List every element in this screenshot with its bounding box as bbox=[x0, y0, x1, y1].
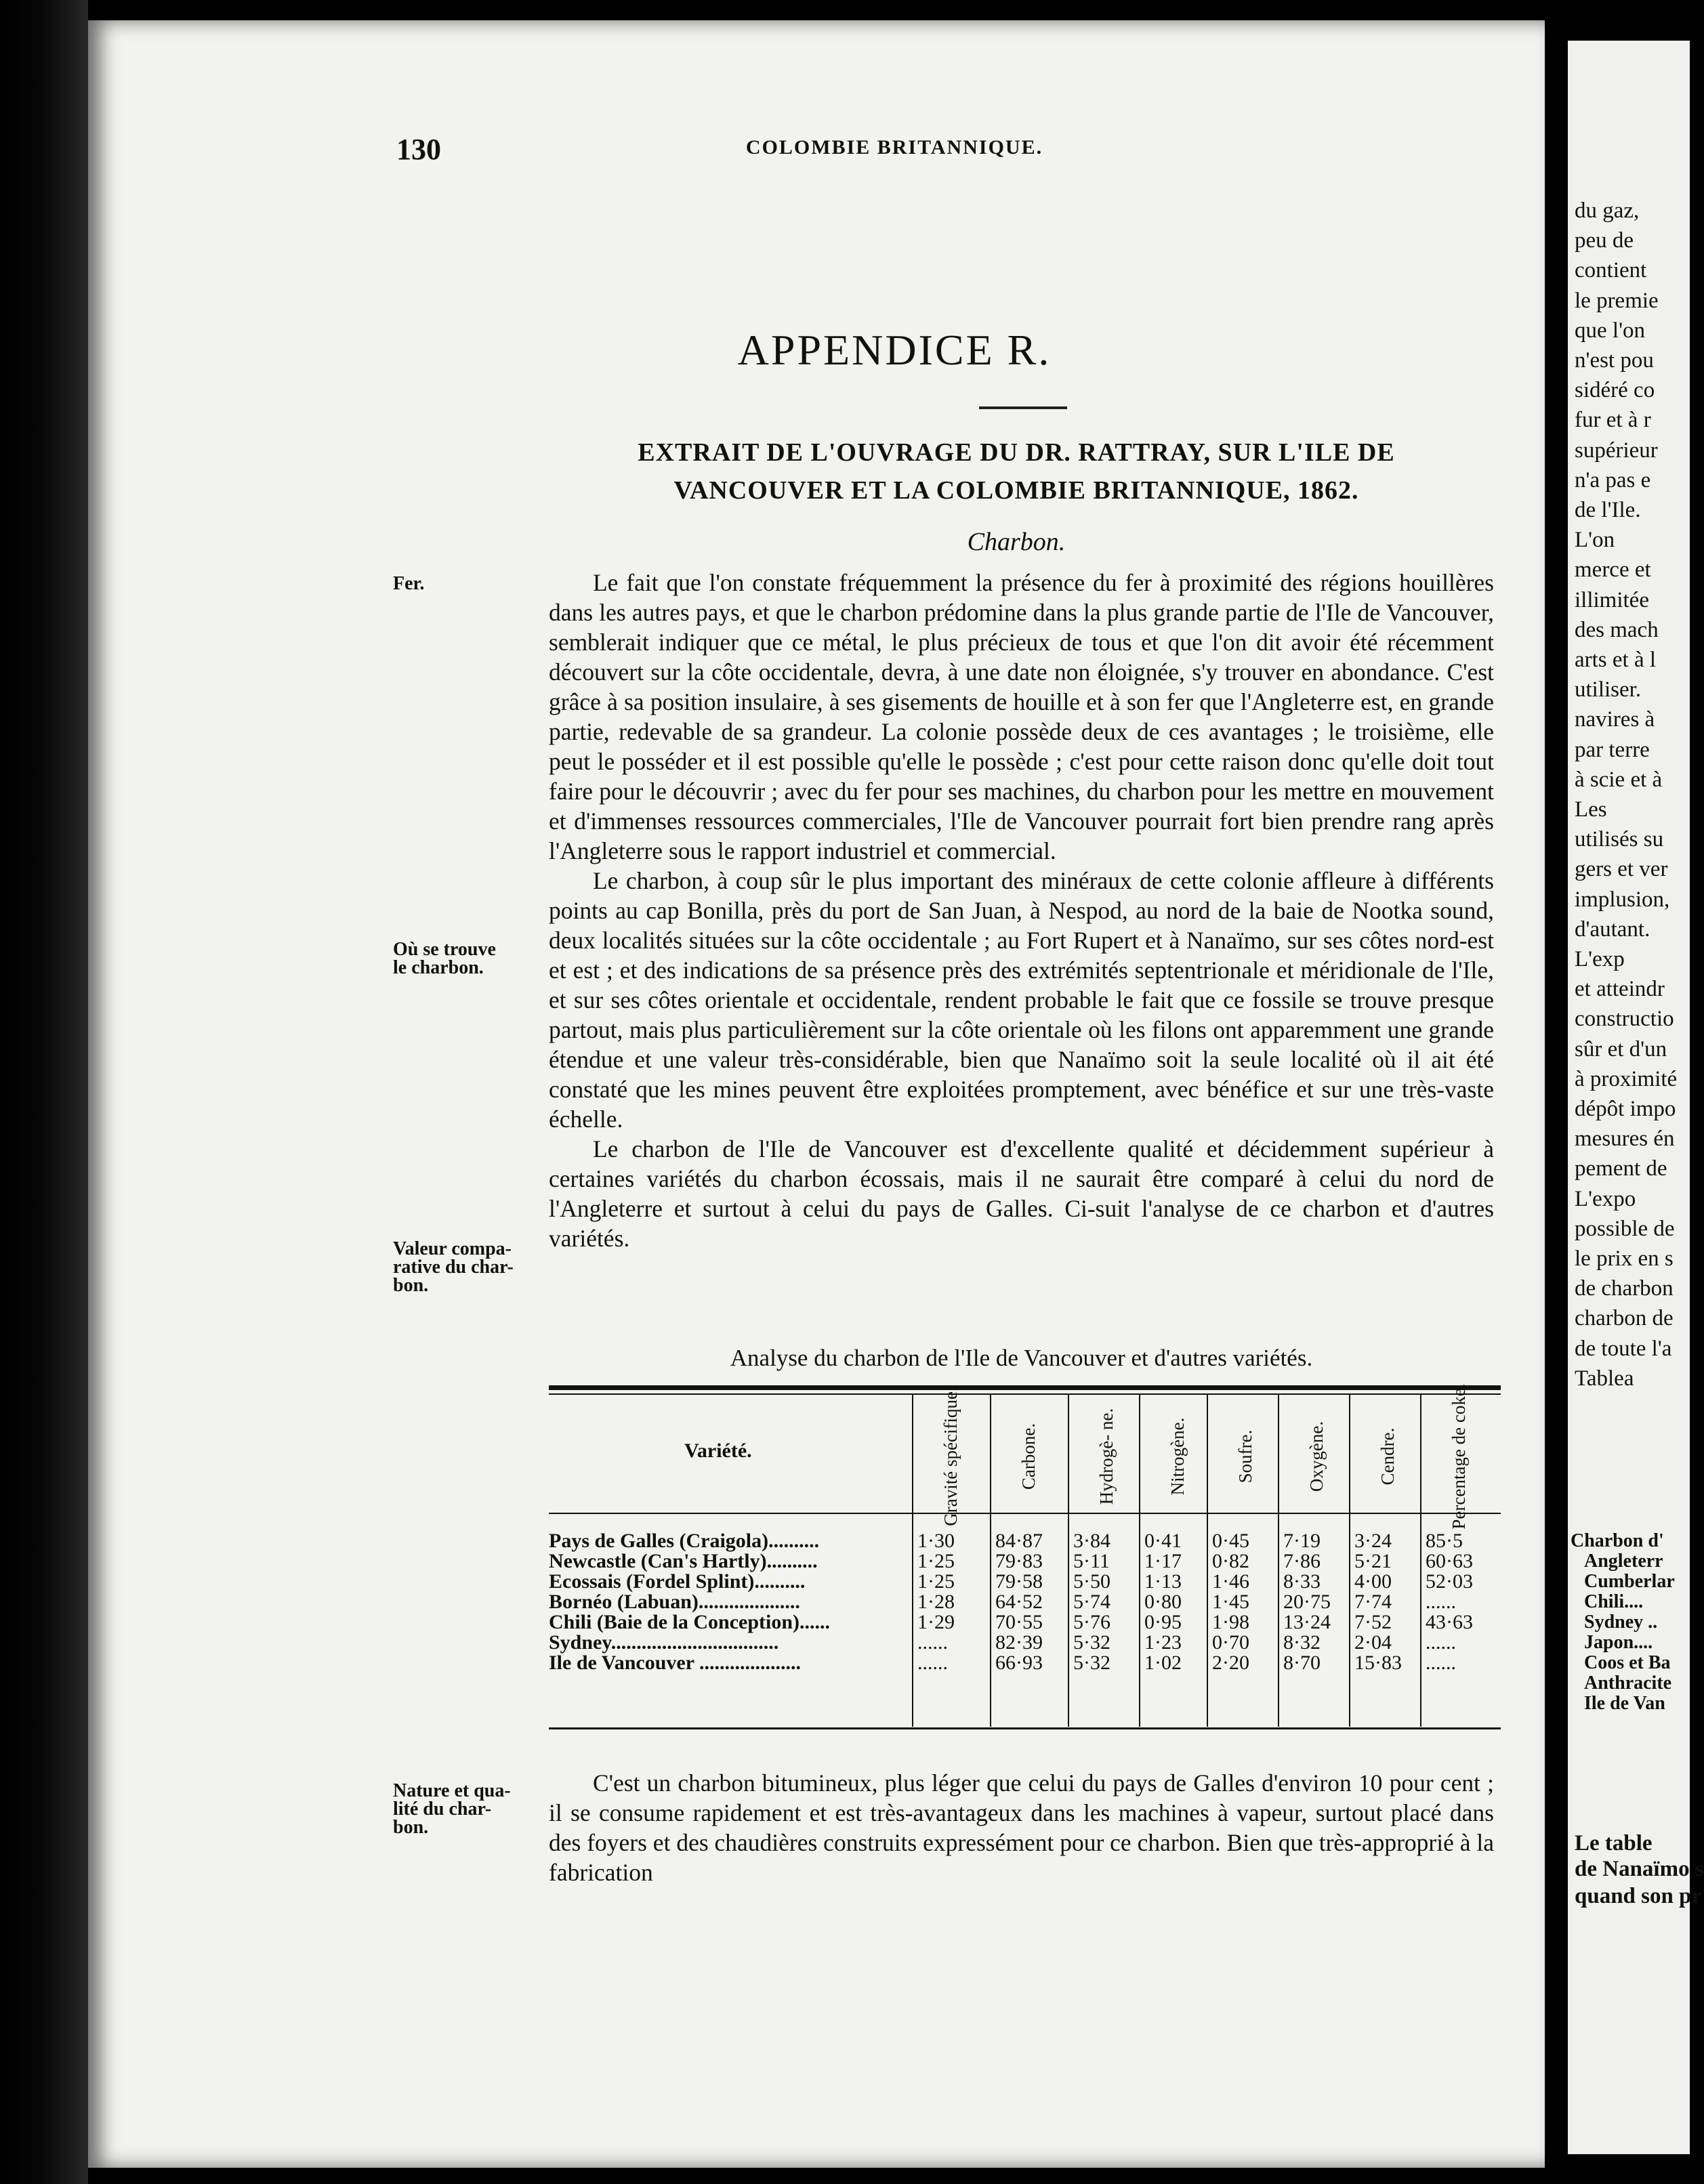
table-cell: 0·41 bbox=[1144, 1530, 1182, 1552]
facing-page-line: utiliser. bbox=[1575, 677, 1642, 702]
facing-page-line: mesures én bbox=[1575, 1127, 1675, 1152]
margin-note-fer bbox=[393, 574, 542, 593]
table-cell: 5·76 bbox=[1073, 1611, 1110, 1633]
margin-note-line: Où se trouve bbox=[393, 939, 496, 960]
table-cell: 5·74 bbox=[1073, 1591, 1110, 1613]
facing-page-line: gers et ver bbox=[1575, 857, 1668, 882]
margin-note-nature bbox=[393, 1782, 542, 1836]
table-cell: 43·63 bbox=[1426, 1611, 1473, 1633]
facing-page-line: des mach bbox=[1575, 617, 1659, 642]
table-cell: 8·33 bbox=[1283, 1570, 1321, 1593]
table-row bbox=[549, 1592, 1501, 1612]
table-cell: 13·24 bbox=[1283, 1611, 1331, 1633]
subheading: Charbon. bbox=[967, 528, 1066, 556]
facing-page-line: à scie et à bbox=[1575, 767, 1663, 792]
table-column-header-label: Cendre. bbox=[1377, 1427, 1398, 1486]
table-cell: 7·86 bbox=[1283, 1550, 1321, 1572]
facing-page-line: n'a pas e bbox=[1575, 467, 1651, 492]
table-column-header-label: Gravité spécifique. bbox=[940, 1387, 961, 1526]
facing-page-line: charbon de bbox=[1575, 1306, 1674, 1331]
section-title bbox=[535, 434, 1497, 509]
table-cell: 8·32 bbox=[1283, 1631, 1321, 1654]
facing-page-line: dépôt impo bbox=[1575, 1097, 1676, 1121]
table-cell: 79·58 bbox=[995, 1570, 1043, 1593]
table-column-header-label: Carbone. bbox=[1018, 1423, 1039, 1490]
facing-page-line: Charbon d' bbox=[1571, 1530, 1664, 1551]
table-cell: 1·29 bbox=[917, 1611, 955, 1633]
facing-page-line: Sydney .. bbox=[1584, 1612, 1658, 1633]
facing-page-line: d'autant. bbox=[1575, 917, 1650, 942]
table-row-name: Sydney................................. bbox=[549, 1631, 779, 1654]
table-caption: Analyse du charbon de l'Ile de Vancouver et d'autres variétés. bbox=[730, 1345, 1313, 1371]
table-cell: 5·32 bbox=[1073, 1631, 1110, 1654]
table-cell: ...... bbox=[1426, 1652, 1456, 1674]
table-header-variete: Variété. bbox=[684, 1440, 752, 1462]
table-cell: 1·30 bbox=[917, 1530, 955, 1552]
table-rule-top-thin bbox=[549, 1393, 1501, 1395]
facing-page-line: Les bbox=[1575, 797, 1607, 822]
facing-page-line: Angleterr bbox=[1584, 1551, 1663, 1572]
facing-page-line: sidéré co bbox=[1575, 378, 1655, 403]
section-title-line-1: EXTRAIT DE L'OUVRAGE DU DR. RATTRAY, SUR L'ILE DE bbox=[638, 438, 1395, 467]
table-cell: ...... bbox=[1426, 1591, 1456, 1613]
facing-page-line: Coos et Ba bbox=[1584, 1652, 1671, 1673]
running-title: COLOMBIE BRITANNIQUE. bbox=[745, 136, 1043, 159]
facing-page-line: de Nanaïmo s bbox=[1575, 1857, 1704, 1881]
margin-note-line: lité du char- bbox=[393, 1799, 492, 1820]
facing-page-line: arts et à l bbox=[1575, 648, 1657, 672]
facing-page-line: Japon.... bbox=[1584, 1632, 1653, 1653]
table-column-header-label: Nitrogène. bbox=[1167, 1417, 1188, 1496]
facing-page-line: illimitée bbox=[1575, 587, 1649, 612]
table-cell: 52·03 bbox=[1426, 1570, 1473, 1593]
table-column-header-label: Percentage de coke. bbox=[1449, 1383, 1469, 1530]
facing-page-line: merce et bbox=[1575, 558, 1651, 583]
facing-page-line: contient bbox=[1575, 258, 1647, 283]
body-block-2 bbox=[549, 1768, 1494, 1887]
table-cell: 1·28 bbox=[917, 1591, 955, 1613]
paragraph-charbon-localites: Le charbon, à coup sûr le plus important des minéraux de cette colonie affleure à différents points au cap Bonilla, près du port de San Juan, à Nespod, au nord de la baie de Nootka sound, deux localités situées sur la côte occidentale ; au Fort Rupert et à Nanaïmo, sur ses côtes nord-est et est ; et des indications de sa présence près des extrémités septentrionale et méridionale de l'Ile, et sur ses côtes orientale et occidentale, rendent probable le fait que ce fossile se trouve presque partout, mais plus particulièrement sur la côte orientale où les filons ont apparemment une grande étendue et une valeur très-considérable, bien que Nanaïmo soit la seule localité où il ait été constaté que les mines peuvent être exploitées promptement, avec bénéfice et sur une très-vaste échelle. bbox=[549, 867, 1494, 1133]
table-cell: 1·02 bbox=[1144, 1652, 1182, 1674]
table-row-name: Newcastle (Can's Hartly).......... bbox=[549, 1550, 818, 1572]
facing-page-line: possible de bbox=[1575, 1216, 1675, 1241]
facing-page-line: du gaz, bbox=[1575, 198, 1640, 223]
table-row-name: Bornéo (Labuan).................... bbox=[549, 1591, 800, 1613]
facing-page-line: navires à bbox=[1575, 707, 1655, 732]
table-row bbox=[549, 1551, 1501, 1572]
title-rule bbox=[979, 406, 1067, 409]
table-cell: 0·45 bbox=[1212, 1530, 1249, 1552]
table-column-header bbox=[1408, 1383, 1510, 1530]
table-cell: 66·93 bbox=[995, 1652, 1043, 1674]
table-row bbox=[549, 1653, 1501, 1673]
facing-page-line: à proximité bbox=[1575, 1066, 1678, 1091]
table-cell: ...... bbox=[917, 1652, 948, 1674]
table-cell: 1·13 bbox=[1144, 1570, 1182, 1593]
table-cell: ...... bbox=[917, 1631, 948, 1654]
facing-page-line: Anthracite bbox=[1584, 1673, 1672, 1694]
table-cell: 64·52 bbox=[995, 1591, 1043, 1613]
facing-page-line: de charbon bbox=[1575, 1276, 1674, 1301]
facing-page-line: n'est pou bbox=[1575, 348, 1654, 373]
margin-note-line: bon. bbox=[393, 1817, 429, 1838]
margin-note-line: rative du char- bbox=[393, 1257, 514, 1278]
margin-note-line: Valeur compa- bbox=[393, 1238, 512, 1259]
table-cell: 7·52 bbox=[1354, 1611, 1392, 1633]
facing-page-line: L'exp bbox=[1575, 947, 1625, 971]
facing-page-line: Ile de Van bbox=[1584, 1693, 1665, 1714]
margin-note-line: bon. bbox=[393, 1275, 429, 1296]
appendix-title: APPENDICE R. bbox=[737, 326, 1052, 374]
facing-page-line: L'expo bbox=[1575, 1186, 1636, 1211]
facing-page-line: L'on bbox=[1575, 528, 1615, 553]
table-row-name: Ecossais (Fordel Splint).......... bbox=[549, 1570, 806, 1593]
running-header bbox=[302, 132, 1487, 173]
margin-note-line: Fer. bbox=[393, 573, 425, 594]
table-column-header-label: Oxygène. bbox=[1306, 1421, 1327, 1492]
table-cell: 2·04 bbox=[1354, 1631, 1392, 1654]
table-cell: 82·39 bbox=[995, 1631, 1043, 1654]
paragraph-fer: Le fait que l'on constate fréquemment la présence du fer à proximité des régions houillères dans les autres pays, et que le charbon prédomine dans la plus grande partie de l'Ile de Vancouver, semblerait indiquer que ce métal, le plus précieux de tous et que l'on dit avoir été récemment découvert sur la côte occidentale, devra, à une date non éloignée, s'y trouver en abondance. C'est grâce à sa position insulaire, à ses gisements de houille et à son fer que l'Angleterre est, en grande partie, redevable de sa grandeur. La colonie possède deux de ces avantages ; le troisième, elle peut le posséder et il est possible qu'elle le possède ; c'est pour cette raison donc qu'elle doit tout faire pour le découvrir ; avec du fer pour ses machines, du charbon pour les mettre en mouvement et d'immenses ressources commerciales, l'Ile de Vancouver pourrait fort bien prendre rang après l'Angleterre sous le rapport industriel et commercial. bbox=[549, 569, 1494, 864]
paragraph-qualite: Le charbon de l'Ile de Vancouver est d'excellente qualité et décidemment supérieur à certaines variétés du charbon écossais, mais il ne saurait être comparé à celui du nord de l'Angleterre et surtout à celui du pays de Galles. Ci-suit l'analyse de ce charbon et d'autres variétés. bbox=[549, 1135, 1494, 1252]
facing-page-line: implusion, bbox=[1575, 887, 1670, 912]
table-cell: 85·5 bbox=[1426, 1530, 1463, 1552]
table-row-name: Pays de Galles (Craigola).......... bbox=[549, 1530, 820, 1552]
table-cell: 5·50 bbox=[1073, 1570, 1110, 1593]
table-cell: 7·74 bbox=[1354, 1591, 1392, 1613]
margin-note-line: le charbon. bbox=[393, 957, 484, 978]
facing-page-line: fur et à r bbox=[1575, 408, 1651, 433]
facing-page-line: supérieur bbox=[1575, 438, 1658, 463]
table-row bbox=[549, 1531, 1501, 1551]
facing-page-line: que l'on bbox=[1575, 318, 1646, 343]
table-cell: 1·46 bbox=[1212, 1570, 1249, 1593]
facing-page-line: et atteindr bbox=[1575, 977, 1665, 1002]
facing-page-line: pement de bbox=[1575, 1156, 1667, 1181]
table-row-name: Ile de Vancouver .................... bbox=[549, 1652, 801, 1674]
facing-page-line: Le table bbox=[1575, 1831, 1653, 1855]
table-rule-bottom bbox=[549, 1727, 1501, 1729]
table-rule-top bbox=[549, 1385, 1501, 1390]
section-title-line-2: VANCOUVER ET LA COLOMBIE BRITANNIQUE, 1862. bbox=[673, 476, 1359, 505]
facing-page-line: sûr et d'un bbox=[1575, 1036, 1667, 1062]
table-cell: ...... bbox=[1426, 1631, 1456, 1654]
table-cell: 1·25 bbox=[917, 1550, 955, 1572]
margin-note-valeur bbox=[393, 1240, 542, 1295]
facing-page-line: de toute l'a bbox=[1575, 1336, 1672, 1361]
margin-note-line: Nature et qua- bbox=[393, 1780, 511, 1801]
table-cell: 79·83 bbox=[995, 1550, 1043, 1572]
table-column-header-label: Soufre. bbox=[1235, 1429, 1255, 1484]
table-cell: 0·80 bbox=[1144, 1591, 1182, 1613]
facing-page-line: Chili.... bbox=[1584, 1591, 1644, 1612]
paragraph-nature: C'est un charbon bitumineux, plus léger que celui du pays de Galles d'environ 10 pour cent ; il se consume rapidement et est très-avantageux dans les machines à vapeur, surtout placé dans des foyers et des chaudières construits expressément pour ce charbon. Bien que très-approprié à la fabrication bbox=[549, 1769, 1494, 1886]
table-cell: 1·17 bbox=[1144, 1550, 1182, 1572]
table-row bbox=[549, 1612, 1501, 1633]
table-cell: 1·45 bbox=[1212, 1591, 1249, 1613]
table-cell: 3·84 bbox=[1073, 1530, 1110, 1552]
facing-page-fragment bbox=[1568, 41, 1704, 2154]
table-cell: 15·83 bbox=[1354, 1652, 1402, 1674]
table-cell: 2·20 bbox=[1212, 1652, 1249, 1674]
table-cell: 60·63 bbox=[1426, 1550, 1473, 1572]
facing-page-line: constructio bbox=[1575, 1007, 1674, 1032]
table-row bbox=[549, 1572, 1501, 1592]
table-cell: 84·87 bbox=[995, 1530, 1043, 1552]
facing-page-line: quand son pr bbox=[1575, 1884, 1702, 1908]
facing-page-line: peu de bbox=[1575, 228, 1634, 253]
facing-page-line: le prix en s bbox=[1575, 1246, 1674, 1271]
table-cell: 8·70 bbox=[1283, 1652, 1321, 1674]
page-number: 130 bbox=[396, 133, 441, 166]
table-cell: 1·23 bbox=[1144, 1631, 1182, 1654]
table-cell: 1·25 bbox=[917, 1570, 955, 1593]
table-cell: 20·75 bbox=[1283, 1591, 1331, 1613]
facing-page-line: de l'Ile. bbox=[1575, 498, 1641, 522]
table-cell: 0·82 bbox=[1212, 1550, 1249, 1572]
coal-analysis-table bbox=[549, 1385, 1501, 1731]
facing-page-line: le premie bbox=[1575, 288, 1659, 313]
table-column-header-label: Hydrogè- ne. bbox=[1096, 1408, 1117, 1505]
table-cell: 1·98 bbox=[1212, 1611, 1249, 1633]
body-block-1 bbox=[549, 568, 1494, 1253]
facing-page-line: par terre bbox=[1575, 737, 1650, 762]
facing-page-line: Cumberlar bbox=[1584, 1571, 1675, 1592]
table-cell: 7·19 bbox=[1283, 1530, 1321, 1552]
table-cell: 5·32 bbox=[1073, 1652, 1110, 1674]
page-gutter bbox=[1546, 0, 1568, 2184]
table-cell: 0·95 bbox=[1144, 1611, 1182, 1633]
facing-page-line: utilisés su bbox=[1575, 827, 1664, 852]
table-cell: 5·11 bbox=[1073, 1550, 1110, 1572]
table-rule-header bbox=[549, 1513, 1501, 1514]
table-cell: 3·24 bbox=[1354, 1530, 1392, 1552]
table-row-name: Chili (Baie de la Conception)...... bbox=[549, 1611, 831, 1633]
facing-page-line: Tablea bbox=[1575, 1366, 1634, 1391]
table-cell: 0·70 bbox=[1212, 1631, 1249, 1654]
book-binding-shadow bbox=[0, 0, 88, 2184]
table-cell: 5·21 bbox=[1354, 1550, 1392, 1572]
table-row bbox=[549, 1633, 1501, 1653]
table-cell: 4·00 bbox=[1354, 1570, 1392, 1593]
margin-note-ou-se-trouve bbox=[393, 940, 542, 977]
table-cell: 70·55 bbox=[995, 1611, 1043, 1633]
